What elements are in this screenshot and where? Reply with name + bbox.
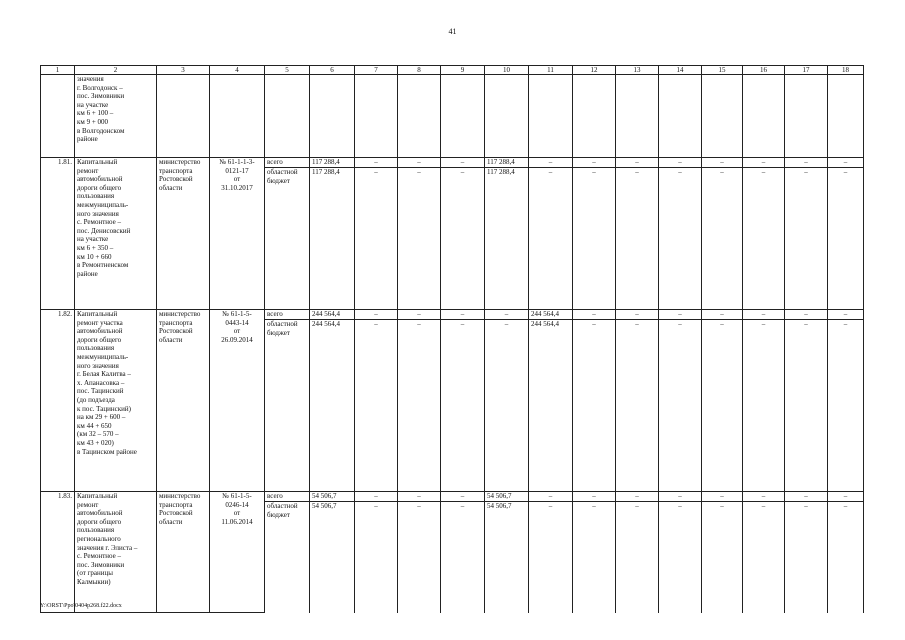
value-cell: 117 288,4 bbox=[485, 158, 529, 168]
empty-cell bbox=[529, 75, 573, 158]
column-header: 13 bbox=[616, 66, 659, 75]
value-cell: – bbox=[485, 310, 529, 320]
value-cell: – bbox=[785, 158, 828, 168]
table-row bbox=[41, 310, 864, 320]
row-number bbox=[41, 75, 75, 158]
value-cell: – bbox=[529, 168, 573, 310]
value-cell: – bbox=[659, 310, 702, 320]
value-cell: – bbox=[702, 168, 743, 310]
value-cell: – bbox=[529, 502, 573, 613]
document-ref: № 61-1-5- 0443-14 от 26.09.2014 bbox=[210, 310, 265, 492]
value-cell: – bbox=[355, 492, 398, 502]
value-cell: – bbox=[659, 158, 702, 168]
column-header: 9 bbox=[441, 66, 485, 75]
value-cell: – bbox=[702, 492, 743, 502]
row-number: 1.81. bbox=[41, 158, 75, 310]
column-header: 1 bbox=[41, 66, 75, 75]
value-cell: 54 506,7 bbox=[310, 502, 355, 613]
column-header: 6 bbox=[310, 66, 355, 75]
empty-cell bbox=[310, 75, 355, 158]
empty-cell bbox=[355, 75, 398, 158]
empty-cell bbox=[485, 75, 529, 158]
value-cell: – bbox=[441, 168, 485, 310]
value-cell: – bbox=[355, 310, 398, 320]
column-header: 17 bbox=[785, 66, 828, 75]
column-header: 11 bbox=[529, 66, 573, 75]
value-cell: – bbox=[398, 492, 441, 502]
value-cell: – bbox=[702, 158, 743, 168]
empty-cell bbox=[573, 75, 616, 158]
object-name: Капитальный ремонт участка автомобильной дороги общего пользования межмуниципаль- ного значения г. Белая Калитва – х. Апанасовка – пос. Тацинский (до подъезда к пос. Тацинский) на км 29 + 600 – км 44 + 650 (км 32 – 570 – км 43 + 020) в Тацинском районе bbox=[75, 310, 157, 492]
table-row bbox=[41, 158, 864, 168]
value-cell: – bbox=[743, 492, 785, 502]
object-name: Капитальный ремонт автомобильной дороги общего пользования межмуниципаль- ного значения с. Ремонтное – пос. Денисовский на участке км 6 + 350 – км 10 + 660 в Ремонтненском районе bbox=[75, 158, 157, 310]
value-cell: – bbox=[441, 158, 485, 168]
value-cell: 54 506,7 bbox=[485, 502, 529, 613]
value-cell: – bbox=[785, 310, 828, 320]
value-cell: 54 506,7 bbox=[310, 492, 355, 502]
value-cell: – bbox=[573, 320, 616, 492]
value-cell: 244 564,4 bbox=[529, 310, 573, 320]
header-row bbox=[41, 66, 864, 75]
value-cell: – bbox=[616, 502, 659, 613]
empty-cell bbox=[743, 75, 785, 158]
column-header: 8 bbox=[398, 66, 441, 75]
value-cell: – bbox=[659, 168, 702, 310]
funding-type: областной бюджет bbox=[265, 320, 310, 492]
object-name: значения г. Волгодонск – пос. Зимовники на участке км 6 + 100 – км 9 + 000 в Волгодонском районе bbox=[75, 75, 157, 158]
column-header: 18 bbox=[828, 66, 864, 75]
empty-cell bbox=[398, 75, 441, 158]
value-cell: – bbox=[616, 310, 659, 320]
value-cell: – bbox=[573, 168, 616, 310]
column-header: 4 bbox=[210, 66, 265, 75]
value-cell: – bbox=[702, 310, 743, 320]
value-cell: 244 564,4 bbox=[310, 320, 355, 492]
empty-cell bbox=[616, 75, 659, 158]
value-cell: – bbox=[743, 320, 785, 492]
value-cell: – bbox=[785, 502, 828, 613]
row-number: 1.82. bbox=[41, 310, 75, 492]
value-cell: – bbox=[616, 492, 659, 502]
value-cell: 54 506,7 bbox=[485, 492, 529, 502]
value-cell: – bbox=[785, 168, 828, 310]
value-cell: – bbox=[828, 492, 864, 502]
file-path-footer: Y:\ORST\Ppo\0404p268.f22.docx bbox=[40, 603, 122, 609]
object-name: Капитальный ремонт автомобильной дороги общего пользования регионального значения г. Элиста – с. Ремонтное – пос. Зимовники (от границы Калмыкии) bbox=[75, 492, 157, 613]
empty-cell bbox=[157, 75, 210, 158]
value-cell: – bbox=[529, 158, 573, 168]
value-cell: – bbox=[441, 320, 485, 492]
value-cell: – bbox=[702, 502, 743, 613]
row-number: 1.83. bbox=[41, 492, 75, 613]
value-cell: – bbox=[743, 158, 785, 168]
budget-table bbox=[40, 65, 864, 613]
value-cell: – bbox=[828, 158, 864, 168]
value-cell: – bbox=[828, 320, 864, 492]
value-cell: – bbox=[355, 168, 398, 310]
organization: министерство транспорта Ростовской области bbox=[157, 492, 210, 613]
value-cell: – bbox=[785, 320, 828, 492]
value-cell: 117 288,4 bbox=[485, 168, 529, 310]
value-cell: – bbox=[743, 310, 785, 320]
column-header: 2 bbox=[75, 66, 157, 75]
funding-type: всего bbox=[265, 158, 310, 168]
value-cell: – bbox=[441, 502, 485, 613]
value-cell: – bbox=[659, 502, 702, 613]
value-cell: – bbox=[573, 502, 616, 613]
table-row bbox=[41, 75, 864, 158]
value-cell: – bbox=[828, 502, 864, 613]
empty-cell bbox=[702, 75, 743, 158]
value-cell: – bbox=[659, 320, 702, 492]
empty-cell bbox=[659, 75, 702, 158]
column-header: 15 bbox=[702, 66, 743, 75]
column-header: 12 bbox=[573, 66, 616, 75]
funding-type: областной бюджет bbox=[265, 168, 310, 310]
column-header: 5 bbox=[265, 66, 310, 75]
value-cell: – bbox=[616, 168, 659, 310]
empty-cell bbox=[265, 75, 310, 158]
value-cell: – bbox=[398, 320, 441, 492]
funding-type: всего bbox=[265, 310, 310, 320]
empty-cell bbox=[785, 75, 828, 158]
column-header: 7 bbox=[355, 66, 398, 75]
value-cell: – bbox=[355, 320, 398, 492]
value-cell: – bbox=[616, 320, 659, 492]
value-cell: – bbox=[573, 492, 616, 502]
value-cell: – bbox=[398, 310, 441, 320]
value-cell: – bbox=[398, 158, 441, 168]
page-number: 41 bbox=[448, 27, 457, 36]
column-header: 3 bbox=[157, 66, 210, 75]
empty-cell bbox=[828, 75, 864, 158]
funding-type: всего bbox=[265, 492, 310, 502]
empty-cell bbox=[210, 75, 265, 158]
value-cell: 117 288,4 bbox=[310, 158, 355, 168]
value-cell: – bbox=[441, 492, 485, 502]
value-cell: 117 288,4 bbox=[310, 168, 355, 310]
organization: министерство транспорта Ростовской области bbox=[157, 158, 210, 310]
empty-cell bbox=[441, 75, 485, 158]
value-cell: – bbox=[785, 492, 828, 502]
value-cell: – bbox=[573, 310, 616, 320]
value-cell: 244 564,4 bbox=[529, 320, 573, 492]
value-cell: – bbox=[616, 158, 659, 168]
value-cell: 244 564,4 bbox=[310, 310, 355, 320]
value-cell: – bbox=[485, 320, 529, 492]
value-cell: – bbox=[702, 320, 743, 492]
value-cell: – bbox=[828, 310, 864, 320]
organization: министерство транспорта Ростовской области bbox=[157, 310, 210, 492]
value-cell: – bbox=[529, 492, 573, 502]
funding-type: областной бюджет bbox=[265, 502, 310, 613]
document-ref: № 61-1-5- 0246-14 от 11.06.2014 bbox=[210, 492, 265, 613]
column-header: 10 bbox=[485, 66, 529, 75]
column-header: 14 bbox=[659, 66, 702, 75]
table-row bbox=[41, 492, 864, 502]
value-cell: – bbox=[743, 502, 785, 613]
value-cell: – bbox=[398, 168, 441, 310]
column-header: 16 bbox=[743, 66, 785, 75]
value-cell: – bbox=[355, 158, 398, 168]
value-cell: – bbox=[828, 168, 864, 310]
value-cell: – bbox=[398, 502, 441, 613]
value-cell: – bbox=[659, 492, 702, 502]
value-cell: – bbox=[441, 310, 485, 320]
document-ref: № 61-1-1-3- 0121-17 от 31.10.2017 bbox=[210, 158, 265, 310]
value-cell: – bbox=[743, 168, 785, 310]
value-cell: – bbox=[573, 158, 616, 168]
value-cell: – bbox=[355, 502, 398, 613]
